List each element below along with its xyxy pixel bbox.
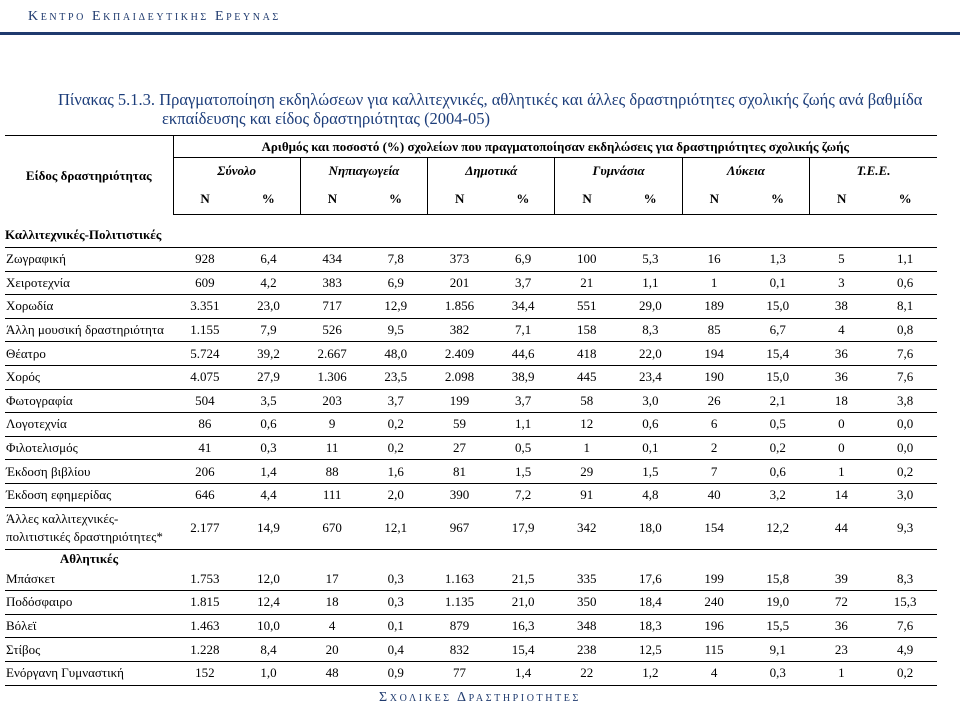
percent-cell: 21,0 [491, 591, 555, 615]
count-cell: 14 [810, 483, 874, 507]
count-cell: 1.815 [173, 591, 237, 615]
count-cell: 1.306 [300, 365, 364, 389]
row-label [5, 365, 173, 389]
percent-cell: 9,1 [746, 638, 810, 662]
header-band [0, 0, 960, 35]
table-row [5, 591, 937, 615]
percent-cell: 12,2 [746, 507, 810, 549]
percent-cell: 6,9 [491, 248, 555, 272]
row-label [5, 413, 173, 437]
sub-header: % [237, 184, 301, 215]
row-label [5, 591, 173, 615]
row-label-text: Άλλες καλλιτεχνικές- [6, 511, 119, 527]
count-cell: 1 [682, 271, 746, 295]
percent-cell: 1,5 [491, 460, 555, 484]
percent-cell: 3,0 [619, 389, 683, 413]
count-cell: 5.724 [173, 342, 237, 366]
row-label-text: Θέατρο [6, 345, 46, 361]
percent-cell: 17,6 [619, 568, 683, 591]
section-row [5, 549, 937, 568]
count-cell: 29 [555, 460, 619, 484]
row-label-text: Φιλοτελισμός [6, 440, 78, 456]
count-cell: 199 [682, 568, 746, 591]
percent-cell: 0,6 [873, 271, 937, 295]
header-title: Κεντρο Εκπαιδευτικησ Ερευνασ [28, 9, 281, 24]
percent-cell: 15,4 [491, 638, 555, 662]
percent-cell: 22,0 [619, 342, 683, 366]
count-cell: 40 [682, 483, 746, 507]
caption-line-1: Πραγματοποίηση εκδηλώσεων για καλλιτεχνικές, αθλητικές και άλλες δραστηριότητες σχολικής ζωής ανά βαθμίδα [159, 90, 923, 109]
row-label [5, 638, 173, 662]
row-header [5, 136, 173, 215]
count-cell: 609 [173, 271, 237, 295]
percent-cell: 4,4 [237, 483, 301, 507]
percent-cell: 44,6 [491, 342, 555, 366]
row-label-text: Ενόργανη Γυμναστική [6, 665, 124, 681]
percent-cell: 6,7 [746, 318, 810, 342]
footer-title: Σχολικεσ Δραστηριοτητεσ [379, 690, 581, 705]
table-row [5, 436, 937, 460]
percent-cell: 7,1 [491, 318, 555, 342]
count-cell: 445 [555, 365, 619, 389]
percent-cell: 2,1 [746, 389, 810, 413]
percent-cell: 17,9 [491, 507, 555, 549]
sub-header: Ν [555, 184, 619, 215]
count-cell: 3 [810, 271, 874, 295]
row-label-text: Έκδοση βιβλίου [6, 463, 91, 479]
table-number: Πίνακας 5.1.3. [58, 90, 156, 109]
percent-cell: 1,1 [491, 413, 555, 437]
count-cell: 111 [300, 483, 364, 507]
percent-cell: 21,5 [491, 568, 555, 591]
count-cell: 16 [682, 248, 746, 272]
table-row [5, 248, 937, 272]
percent-cell: 0,5 [491, 436, 555, 460]
percent-cell: 1,6 [364, 460, 428, 484]
count-cell: 670 [300, 507, 364, 549]
percent-cell: 6,4 [237, 248, 301, 272]
count-cell: 7 [682, 460, 746, 484]
count-cell: 832 [428, 638, 492, 662]
row-label [5, 460, 173, 484]
percent-cell: 15,3 [873, 591, 937, 615]
table-row [5, 638, 937, 662]
count-cell: 2.098 [428, 365, 492, 389]
count-cell: 6 [682, 413, 746, 437]
percent-cell: 7,6 [873, 365, 937, 389]
count-cell: 967 [428, 507, 492, 549]
count-cell: 9 [300, 413, 364, 437]
count-cell: 879 [428, 614, 492, 638]
row-label-text: Ζωγραφική [6, 251, 66, 267]
count-cell: 4 [810, 318, 874, 342]
percent-cell: 1,1 [619, 271, 683, 295]
percent-cell: 5,3 [619, 248, 683, 272]
count-cell: 0 [810, 436, 874, 460]
sub-header: Ν [810, 184, 874, 215]
percent-cell: 7,8 [364, 248, 428, 272]
count-cell: 551 [555, 295, 619, 319]
count-cell: 189 [682, 295, 746, 319]
count-cell: 21 [555, 271, 619, 295]
row-label [5, 271, 173, 295]
percent-cell: 0,6 [619, 413, 683, 437]
percent-cell: 7,6 [873, 614, 937, 638]
percent-cell: 23,5 [364, 365, 428, 389]
percent-cell: 3,5 [237, 389, 301, 413]
percent-cell: 9,3 [873, 507, 937, 549]
count-cell: 18 [810, 389, 874, 413]
section-title: Αθλητικές [59, 550, 119, 566]
level-header: Τ.Ε.Ε. [810, 158, 937, 185]
row-label-text: Ποδόσφαιρο [6, 594, 73, 610]
row-label-text: Άλλη μουσική δραστηριότητα [6, 322, 164, 338]
percent-cell: 0,3 [237, 436, 301, 460]
count-cell: 22 [555, 661, 619, 685]
percent-cell: 1,1 [873, 248, 937, 272]
sub-header: Ν [300, 184, 364, 215]
row-label-text: Φωτογραφία [6, 392, 73, 408]
count-cell: 152 [173, 661, 237, 685]
count-cell: 526 [300, 318, 364, 342]
count-cell: 418 [555, 342, 619, 366]
percent-cell: 7,9 [237, 318, 301, 342]
count-cell: 1.155 [173, 318, 237, 342]
percent-cell: 15,4 [746, 342, 810, 366]
count-cell: 717 [300, 295, 364, 319]
percent-cell: 4,8 [619, 483, 683, 507]
percent-cell: 0,0 [873, 413, 937, 437]
count-cell: 383 [300, 271, 364, 295]
percent-cell: 0,1 [364, 614, 428, 638]
count-cell: 194 [682, 342, 746, 366]
percent-cell: 1,4 [237, 460, 301, 484]
count-cell: 11 [300, 436, 364, 460]
row-label [5, 295, 173, 319]
percent-cell: 14,9 [237, 507, 301, 549]
table-row [5, 483, 937, 507]
percent-cell: 15,8 [746, 568, 810, 591]
percent-cell: 0,3 [746, 661, 810, 685]
percent-cell: 15,5 [746, 614, 810, 638]
count-cell: 41 [173, 436, 237, 460]
count-cell: 390 [428, 483, 492, 507]
count-cell: 240 [682, 591, 746, 615]
count-cell: 72 [810, 591, 874, 615]
percent-cell: 3,0 [873, 483, 937, 507]
count-cell: 26 [682, 389, 746, 413]
row-label [5, 389, 173, 413]
table-row [5, 342, 937, 366]
level-header: Δημοτικά [428, 158, 555, 185]
percent-cell: 0,2 [873, 460, 937, 484]
count-cell: 77 [428, 661, 492, 685]
percent-cell: 0,2 [364, 436, 428, 460]
count-cell: 335 [555, 568, 619, 591]
caption-line-2: εκπαίδευσης και είδος δραστηριότητας (2004-05) [162, 109, 491, 128]
count-cell: 0 [810, 413, 874, 437]
percent-cell: 23,0 [237, 295, 301, 319]
table-row [5, 413, 937, 437]
count-cell: 3.351 [173, 295, 237, 319]
percent-cell: 7,6 [873, 342, 937, 366]
count-cell: 4 [300, 614, 364, 638]
percent-cell: 8,3 [619, 318, 683, 342]
count-cell: 91 [555, 483, 619, 507]
count-cell: 504 [173, 389, 237, 413]
percent-cell: 3,7 [491, 271, 555, 295]
row-label [5, 248, 173, 272]
count-cell: 154 [682, 507, 746, 549]
count-cell: 238 [555, 638, 619, 662]
row-label-text: Στίβος [6, 641, 41, 657]
row-label-text-2: πολιτιστικές δραστηριότητες* [6, 529, 163, 545]
percent-cell: 3,2 [746, 483, 810, 507]
percent-cell: 8,4 [237, 638, 301, 662]
count-cell: 39 [810, 568, 874, 591]
count-cell: 373 [428, 248, 492, 272]
count-cell: 1.163 [428, 568, 492, 591]
count-cell: 36 [810, 365, 874, 389]
count-cell: 201 [428, 271, 492, 295]
table-row [5, 568, 937, 591]
sub-header: % [746, 184, 810, 215]
count-cell: 1.463 [173, 614, 237, 638]
row-label-text: Χορός [6, 369, 41, 385]
percent-cell: 1,3 [746, 248, 810, 272]
table-caption [58, 90, 938, 128]
percent-cell: 8,1 [873, 295, 937, 319]
section-row [5, 215, 937, 248]
table-row [5, 365, 937, 389]
count-cell: 86 [173, 413, 237, 437]
percent-cell: 3,8 [873, 389, 937, 413]
count-cell: 203 [300, 389, 364, 413]
count-cell: 928 [173, 248, 237, 272]
count-cell: 88 [300, 460, 364, 484]
table-row [5, 614, 937, 638]
percent-cell: 2,0 [364, 483, 428, 507]
count-cell: 17 [300, 568, 364, 591]
count-cell: 1.228 [173, 638, 237, 662]
row-label [5, 614, 173, 638]
sub-header: % [364, 184, 428, 215]
count-cell: 1 [555, 436, 619, 460]
count-cell: 646 [173, 483, 237, 507]
row-label-text: Χειροτεχνία [6, 274, 70, 290]
percent-cell: 15,0 [746, 295, 810, 319]
percent-cell: 16,3 [491, 614, 555, 638]
table-row [5, 661, 937, 685]
count-cell: 59 [428, 413, 492, 437]
percent-cell: 0,1 [619, 436, 683, 460]
percent-cell: 0,2 [873, 661, 937, 685]
percent-cell: 0,5 [746, 413, 810, 437]
sub-header: % [619, 184, 683, 215]
percent-cell: 8,3 [873, 568, 937, 591]
table-body [5, 215, 937, 686]
count-cell: 158 [555, 318, 619, 342]
count-cell: 18 [300, 591, 364, 615]
table-row [5, 318, 937, 342]
row-label [5, 661, 173, 685]
percent-cell: 0,4 [364, 638, 428, 662]
percent-cell: 3,7 [491, 389, 555, 413]
count-cell: 36 [810, 342, 874, 366]
table-row [5, 507, 937, 549]
count-cell: 23 [810, 638, 874, 662]
percent-cell: 12,1 [364, 507, 428, 549]
percent-cell: 18,4 [619, 591, 683, 615]
percent-cell: 18,3 [619, 614, 683, 638]
count-cell: 2.177 [173, 507, 237, 549]
percent-cell: 27,9 [237, 365, 301, 389]
percent-cell: 10,0 [237, 614, 301, 638]
row-label [5, 342, 173, 366]
row-label-text: Χορωδία [6, 298, 54, 314]
row-label-text: Λογοτεχνία [6, 416, 67, 432]
count-cell: 38 [810, 295, 874, 319]
count-cell: 4 [682, 661, 746, 685]
percent-cell: 4,2 [237, 271, 301, 295]
count-cell: 1.753 [173, 568, 237, 591]
count-cell: 115 [682, 638, 746, 662]
percent-cell: 34,4 [491, 295, 555, 319]
percent-cell: 1,0 [237, 661, 301, 685]
count-cell: 199 [428, 389, 492, 413]
percent-cell: 23,4 [619, 365, 683, 389]
percent-cell: 12,9 [364, 295, 428, 319]
percent-cell: 6,9 [364, 271, 428, 295]
group-header: Αριθμός και ποσοστό (%) σχολείων που πραγματοποίησαν εκδηλώσεις για δραστηριότητες σχολικής ζωής [173, 136, 937, 158]
count-cell: 206 [173, 460, 237, 484]
count-cell: 4.075 [173, 365, 237, 389]
table-row [5, 295, 937, 319]
row-label [5, 318, 173, 342]
sub-header: Ν [682, 184, 746, 215]
row-label [5, 436, 173, 460]
percent-cell: 3,7 [364, 389, 428, 413]
percent-cell: 48,0 [364, 342, 428, 366]
sub-header: Ν [428, 184, 492, 215]
count-cell: 196 [682, 614, 746, 638]
count-cell: 44 [810, 507, 874, 549]
row-label-text: Έκδοση εφημερίδας [6, 487, 112, 503]
row-label [5, 507, 173, 549]
percent-cell: 9,5 [364, 318, 428, 342]
percent-cell: 4,9 [873, 638, 937, 662]
table-row [5, 389, 937, 413]
percent-cell: 0,0 [873, 436, 937, 460]
count-cell: 1.856 [428, 295, 492, 319]
count-cell: 27 [428, 436, 492, 460]
percent-cell: 0,8 [873, 318, 937, 342]
percent-cell: 7,2 [491, 483, 555, 507]
row-label-text: Μπάσκετ [6, 570, 56, 586]
percent-cell: 0,3 [364, 591, 428, 615]
percent-cell: 39,2 [237, 342, 301, 366]
sub-header: % [873, 184, 937, 215]
statistics-table [5, 135, 937, 686]
table-row [5, 460, 937, 484]
row-label [5, 568, 173, 591]
count-cell: 48 [300, 661, 364, 685]
level-header: Γυμνάσια [555, 158, 682, 185]
percent-cell: 15,0 [746, 365, 810, 389]
sub-header: Ν [173, 184, 237, 215]
percent-cell: 38,9 [491, 365, 555, 389]
count-cell: 342 [555, 507, 619, 549]
count-cell: 2 [682, 436, 746, 460]
percent-cell: 0,6 [746, 460, 810, 484]
count-cell: 58 [555, 389, 619, 413]
level-header: Λύκεια [682, 158, 809, 185]
percent-cell: 18,0 [619, 507, 683, 549]
percent-cell: 0,2 [746, 436, 810, 460]
percent-cell: 1,2 [619, 661, 683, 685]
percent-cell: 0,1 [746, 271, 810, 295]
count-cell: 1 [810, 661, 874, 685]
percent-cell: 19,0 [746, 591, 810, 615]
level-header: Σύνολο [173, 158, 300, 185]
count-cell: 2.409 [428, 342, 492, 366]
count-cell: 1.135 [428, 591, 492, 615]
count-cell: 20 [300, 638, 364, 662]
count-cell: 382 [428, 318, 492, 342]
row-label-text: Βόλεϊ [6, 618, 37, 634]
sub-header: % [491, 184, 555, 215]
percent-cell: 12,4 [237, 591, 301, 615]
count-cell: 5 [810, 248, 874, 272]
percent-cell: 29,0 [619, 295, 683, 319]
count-cell: 12 [555, 413, 619, 437]
count-cell: 1 [810, 460, 874, 484]
count-cell: 100 [555, 248, 619, 272]
count-cell: 36 [810, 614, 874, 638]
table-row [5, 271, 937, 295]
percent-cell: 0,2 [364, 413, 428, 437]
count-cell: 434 [300, 248, 364, 272]
percent-cell: 12,5 [619, 638, 683, 662]
row-header-label: Είδος δραστηριότητας [25, 167, 152, 183]
row-label [5, 483, 173, 507]
percent-cell: 1,5 [619, 460, 683, 484]
count-cell: 85 [682, 318, 746, 342]
section-title: Καλλιτεχνικές-Πολιτιστικές [5, 215, 937, 248]
percent-cell: 12,0 [237, 568, 301, 591]
count-cell: 2.667 [300, 342, 364, 366]
count-cell: 350 [555, 591, 619, 615]
count-cell: 81 [428, 460, 492, 484]
percent-cell: 0,6 [237, 413, 301, 437]
level-header: Νηπιαγωγεία [300, 158, 427, 185]
percent-cell: 0,3 [364, 568, 428, 591]
percent-cell: 1,4 [491, 661, 555, 685]
count-cell: 190 [682, 365, 746, 389]
percent-cell: 0,9 [364, 661, 428, 685]
count-cell: 348 [555, 614, 619, 638]
